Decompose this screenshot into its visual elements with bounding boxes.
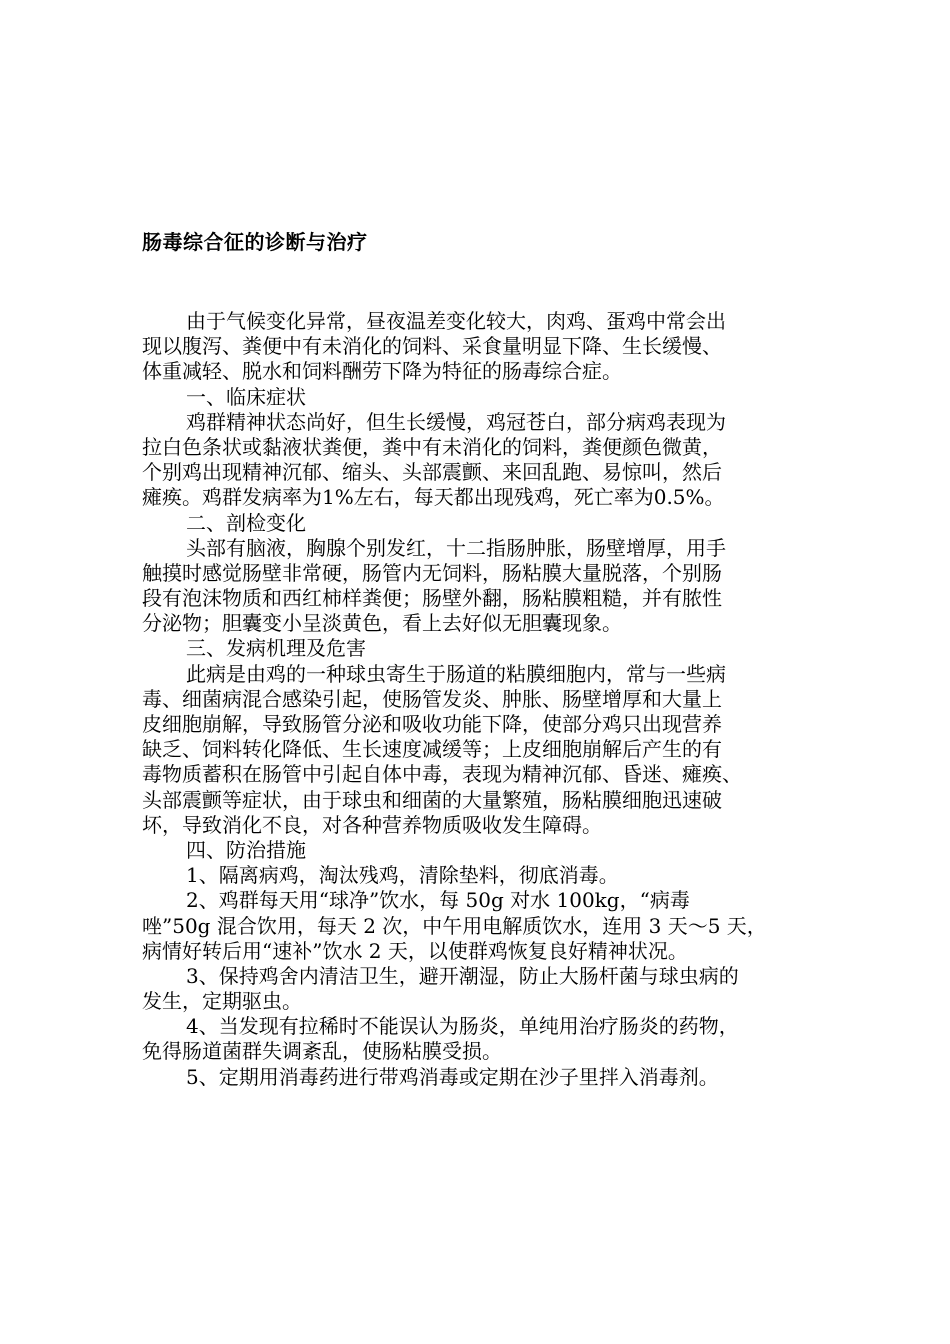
body-line: 体重减轻、脱水和饲料酬劳下降为特征的肠毒综合症。 — [142, 359, 622, 384]
body-line: 病情好转后用“速补”饮水 2 天，以使群鸡恢复良好精神状况。 — [142, 938, 688, 963]
body-line: 鸡群精神状态尚好，但生长缓慢，鸡冠苍白，部分病鸡表现为 — [186, 409, 726, 434]
body-line: 2、鸡群每天用“球净”饮水，每 50g 对水 100kg，“病毒 — [186, 888, 690, 913]
body-line: 触摸时感觉肠壁非常硬，肠管内无饲料，肠粘膜大量脱落，个别肠 — [142, 560, 722, 585]
body-line: 免得肠道菌群失调紊乱，使肠粘膜受损。 — [142, 1039, 502, 1064]
body-line: 坏，导致消化不良，对各种营养物质吸收发生障碍。 — [142, 812, 602, 837]
body-line: 拉白色条状或黏液状粪便，粪中有未消化的饲料，粪便颜色微黄， — [142, 434, 722, 459]
body-line: 段有泡沫物质和西红柿样粪便；肠壁外翻，肠粘膜粗糙，并有脓性 — [142, 586, 722, 611]
document-title: 肠毒综合征的诊断与治疗 — [142, 230, 368, 254]
body-line: 二、剖检变化 — [186, 510, 306, 535]
body-line: 瘫痪。鸡群发病率为1%左右，每天都出现残鸡，死亡率为0.5%。 — [142, 485, 725, 510]
body-line: 4、当发现有拉稀时不能误认为肠炎，单纯用治疗肠炎的药物， — [186, 1014, 739, 1039]
body-line: 皮细胞崩解，导致肠管分泌和吸收功能下降，使部分鸡只出现营养 — [142, 712, 722, 736]
document-body — [142, 309, 822, 1090]
body-line: 唑”50g 混合饮用，每天 2 次，中午用电解质饮水，连用 3 天～5 天， — [142, 913, 767, 938]
body-line: 头部震颤等症状，由于球虫和细菌的大量繁殖，肠粘膜细胞迅速破 — [142, 787, 722, 812]
body-line: 发生，定期驱虫。 — [142, 989, 302, 1014]
body-line: 三、发病机理及危害 — [186, 636, 366, 661]
body-line: 缺乏、饲料转化降低、生长速度减缓等；上皮细胞崩解后产生的有 — [142, 737, 722, 762]
body-line: 此病是由鸡的一种球虫寄生于肠道的粘膜细胞内，常与一些病 — [186, 661, 726, 686]
body-line: 头部有脑液，胸腺个别发红，十二指肠肿胀，肠壁增厚，用手 — [186, 535, 726, 560]
body-line: 分泌物；胆囊变小呈淡黄色，看上去好似无胆囊现象。 — [142, 611, 622, 636]
body-line: 现以腹泻、粪便中有未消化的饲料、采食量明显下降、生长缓慢、 — [142, 334, 722, 359]
body-line: 毒物质蓄积在肠管中引起自体中毒，表现为精神沉郁、昏迷、瘫痪、 — [142, 762, 742, 787]
body-line: 5、定期用消毒药进行带鸡消毒或定期在沙子里拌入消毒剂。 — [186, 1064, 719, 1089]
body-line: 1、隔离病鸡，淘汰残鸡，清除垫料，彻底消毒。 — [186, 863, 619, 888]
body-line: 一、临床症状 — [186, 384, 306, 409]
body-line: 个别鸡出现精神沉郁、缩头、头部震颤、来回乱跑、易惊叫，然后 — [142, 460, 722, 485]
body-line: 四、防治措施 — [186, 837, 306, 862]
body-line: 毒、细菌病混合感染引起，使肠管发炎、肿胀、肠壁增厚和大量上 — [142, 686, 722, 711]
body-line: 3、保持鸡舍内清洁卫生，避开潮湿，防止大肠杆菌与球虫病的 — [186, 963, 739, 988]
body-line: 由于气候变化异常，昼夜温差变化较大，肉鸡、蛋鸡中常会出 — [186, 309, 726, 333]
